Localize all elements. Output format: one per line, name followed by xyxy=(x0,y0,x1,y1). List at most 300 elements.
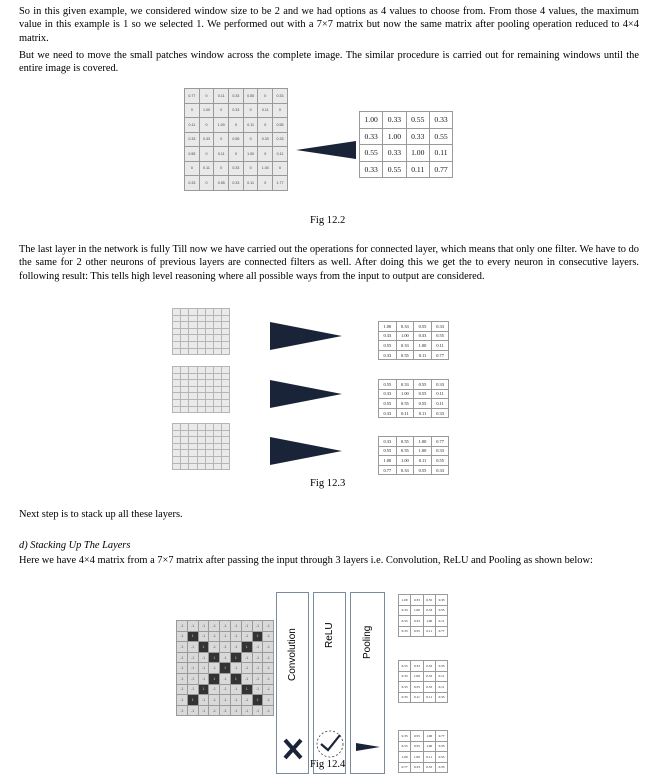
thumbnail-cell xyxy=(189,386,197,393)
fig-12-4-input-cell: -1 xyxy=(230,642,241,653)
fig-12-4-input-cell: 1 xyxy=(241,642,252,653)
fig-12-2-caption: Fig 12.2 xyxy=(310,215,346,226)
fig-12-2-input-cell: 0.55 xyxy=(185,147,200,162)
fig-12-4-output-cell: 0.33 xyxy=(399,692,411,703)
fig-12-4-input-cell: -1 xyxy=(177,642,188,653)
thumbnail-cell xyxy=(213,430,221,437)
thumbnail-cell xyxy=(189,456,197,463)
fig-12-2-output-cell: 0.33 xyxy=(360,161,383,178)
thumbnail-cell xyxy=(173,380,181,387)
thumbnail-cell xyxy=(213,348,221,355)
fig-12-2-input-row xyxy=(185,147,288,162)
fig-12-4-output-cell: 0.33 xyxy=(411,616,423,627)
fig-12-4-input-cell: 1 xyxy=(198,684,209,695)
fig-12-4-output-row xyxy=(399,762,448,773)
fig-12-2-input-cell: 0 xyxy=(185,161,200,176)
fig-12-4-input-cell: -1 xyxy=(198,652,209,663)
fig-12-4-output-cell: 0.33 xyxy=(399,671,411,682)
thumbnail-cell xyxy=(197,373,205,380)
fig-12-2-input-cell: 0 xyxy=(273,103,288,118)
thumbnail-cell xyxy=(222,430,230,437)
fig-12-2-input-cell: 0.33 xyxy=(229,161,244,176)
thumbnail-cell xyxy=(205,373,213,380)
thumbnail-cell xyxy=(173,348,181,355)
fig-12-2-output-cell: 0.77 xyxy=(429,161,452,178)
thumbnail-cell xyxy=(181,386,189,393)
thumbnail-cell xyxy=(173,309,181,316)
thumbnail-cell xyxy=(213,386,221,393)
fig-12-2-output-cell: 0.33 xyxy=(429,112,452,129)
fig-12-4-input-cell: -1 xyxy=(209,663,220,674)
fig-12-4-input-cell: 1 xyxy=(198,642,209,653)
fig-12-4-input-cell: -1 xyxy=(252,673,263,684)
fig-12-2-input-row xyxy=(185,132,288,147)
thumbnail-cell xyxy=(213,380,221,387)
fig-12-2-input-cell: 0 xyxy=(185,103,200,118)
fig-12-4-input-cell: -1 xyxy=(177,673,188,684)
fig-12-4-input-cell: 1 xyxy=(252,631,263,642)
fig-12-2-input-cell: 0.33 xyxy=(199,132,214,147)
fig-12-2-input-cell: 0.33 xyxy=(185,176,200,191)
thumbnail-cell xyxy=(213,443,221,450)
fig-12-4-input-cell: -1 xyxy=(177,663,188,674)
fig-12-2-input-cell: 1.00 xyxy=(258,161,273,176)
fig-12-3-output-cell: 1.00 xyxy=(414,437,432,447)
fig-12-3-output-cell: 0.77 xyxy=(431,350,449,360)
fig-12-4-input-cell: -1 xyxy=(198,631,209,642)
thumbnail-cell xyxy=(173,456,181,463)
fig-12-4-input-cell: -1 xyxy=(263,631,274,642)
fig-12-3-output-row xyxy=(379,399,449,409)
fig-12-3-output-row xyxy=(379,331,449,341)
thumbnail-cell xyxy=(222,393,230,400)
fig-12-2-input-cell: 0.33 xyxy=(273,89,288,104)
fig-12-2-input-row xyxy=(185,161,288,176)
fig-12-4-input-cell: -1 xyxy=(220,631,231,642)
fig-12-3-output-cell: 1.00 xyxy=(396,331,414,341)
thumbnail-cell xyxy=(173,386,181,393)
fig-12-4-input-row xyxy=(177,663,274,674)
fig-12-3-output-row xyxy=(379,350,449,360)
thumbnail-cell xyxy=(181,393,189,400)
thumbnail-cell xyxy=(205,430,213,437)
fig-12-4-input-row xyxy=(177,695,274,706)
thumbnail-cell xyxy=(189,367,197,374)
fig-12-3-arrow-icon xyxy=(270,377,342,411)
thumbnail-cell xyxy=(213,328,221,335)
fig-12-4-output-cell: 0.77 xyxy=(399,762,411,773)
fig-12-4-output-row xyxy=(399,741,448,752)
fig-12-3-output-cell: 0.77 xyxy=(379,465,397,475)
fig-12-2-input-row xyxy=(185,176,288,191)
fig-12-2-output-cell: 0.55 xyxy=(383,161,406,178)
thumbnail-cell xyxy=(181,437,189,444)
thumbnail-cell xyxy=(197,309,205,316)
fig-12-3-output-cell: 0.55 xyxy=(414,399,432,409)
thumbnail-cell xyxy=(222,348,230,355)
thumbnail-cell xyxy=(222,309,230,316)
fig-12-4-input-cell: -1 xyxy=(263,673,274,684)
thumbnail-cell xyxy=(197,348,205,355)
fig-12-4-input-cell: -1 xyxy=(220,621,231,632)
fig-12-4-output-matrix xyxy=(398,730,448,773)
thumbnail-cell xyxy=(222,373,230,380)
fig-12-4-input-cell: -1 xyxy=(198,663,209,674)
thumbnail-cell xyxy=(173,367,181,374)
fig-12-4-output-cell: 1.00 xyxy=(411,752,423,763)
fig-12-3-output-cell: 0.33 xyxy=(396,465,414,475)
fig-12-4-input-cell: 1 xyxy=(252,695,263,706)
thumbnail-cell xyxy=(205,443,213,450)
thumbnail-cell xyxy=(205,367,213,374)
thumbnail-cell xyxy=(205,456,213,463)
thumbnail-cell xyxy=(213,315,221,322)
fig-12-4-output-cell: 0.11 xyxy=(423,692,435,703)
thumbnail-cell xyxy=(173,424,181,431)
fig-12-2-input-cell: 0.33 xyxy=(229,89,244,104)
thumbnail-cell xyxy=(197,399,205,406)
fig-12-4-output-row xyxy=(399,661,448,672)
fig-12-3-input-thumbnail xyxy=(172,366,230,413)
fig-12-2-input-cell: 0.33 xyxy=(273,132,288,147)
thumbnail-cell xyxy=(205,386,213,393)
fig-12-4-output-cell: 0.55 xyxy=(423,762,435,773)
fig-12-4-input-row xyxy=(177,631,274,642)
thumbnail-cell xyxy=(189,399,197,406)
thumbnail-cell xyxy=(213,399,221,406)
fig-12-2-input-cell: 0.33 xyxy=(258,132,273,147)
fig-12-2-output-cell: 1.00 xyxy=(360,112,383,129)
thumbnail-cell xyxy=(205,424,213,431)
thumbnail-cell xyxy=(205,393,213,400)
fig-12-3-input-thumbnail xyxy=(172,423,230,470)
fig-12-4-input-cell: 1 xyxy=(220,663,231,674)
fig-12-4-input-row xyxy=(177,684,274,695)
fig-12-4-output-cell: 0.55 xyxy=(423,671,435,682)
fig-12-4-output-cell: 1.00 xyxy=(411,671,423,682)
thumbnail-cell xyxy=(205,450,213,457)
fig-12-2-input-cell: 0 xyxy=(214,161,229,176)
thumbnail-cell xyxy=(222,443,230,450)
fig-12-2-input-row xyxy=(185,118,288,133)
fig-12-4-input-row xyxy=(177,673,274,684)
fig-12-2-output-matrix xyxy=(359,111,453,178)
fig-12-2-input-cell: 0.33 xyxy=(229,103,244,118)
fig-12-4-input-cell: 1 xyxy=(209,673,220,684)
fig-12-3-output-row xyxy=(379,446,449,456)
thumbnail-cell xyxy=(205,335,213,342)
fig-12-4-output-cell: 0.33 xyxy=(399,605,411,616)
fig-12-4-output-cell: 0.55 xyxy=(399,741,411,752)
fig-12-2-input-cell: 0.11 xyxy=(273,147,288,162)
fig-12-3-output-cell: 0.55 xyxy=(414,465,432,475)
fig-12-3-output-cell: 0.33 xyxy=(379,331,397,341)
thumbnail-cell xyxy=(205,309,213,316)
fig-12-4-output-cell: 0.55 xyxy=(435,752,447,763)
fig-12-4-input-cell: -1 xyxy=(209,631,220,642)
thumbnail-cell xyxy=(181,309,189,316)
thumbnail-cell xyxy=(189,430,197,437)
fig-12-3-output-cell: 0.33 xyxy=(431,408,449,418)
fig-12-4-input-cell: -1 xyxy=(241,652,252,663)
thumbnail-cell xyxy=(205,315,213,322)
fig-12-2-input-cell: 0 xyxy=(273,161,288,176)
thumbnail-cell xyxy=(205,437,213,444)
fig-12-4-output-cell: 0.11 xyxy=(411,692,423,703)
fig-12-2-input-cell: 0 xyxy=(199,89,214,104)
thumbnail-cell xyxy=(181,341,189,348)
thumbnail-cell xyxy=(173,335,181,342)
fig-12-3-caption: Fig 12.3 xyxy=(310,478,346,489)
fig-12-4-output-row xyxy=(399,671,448,682)
fig-12-3-output-cell: 0.11 xyxy=(431,399,449,409)
fig-12-3-output-cell: 0.11 xyxy=(431,389,449,399)
thumbnail-cell xyxy=(173,328,181,335)
thumbnail-cell xyxy=(189,463,197,470)
fig-12-4-output-cell: 0.33 xyxy=(399,626,411,637)
thumbnail-cell xyxy=(205,348,213,355)
fig-12-3-output-cell: 0.55 xyxy=(379,399,397,409)
thumbnail-cell xyxy=(197,424,205,431)
fig-12-2-input-cell: 0 xyxy=(229,147,244,162)
fig-12-2-input-matrix xyxy=(184,88,288,191)
fig-12-2-input-cell: 0.11 xyxy=(214,147,229,162)
fig-12-4-output-row xyxy=(399,731,448,742)
thumbnail-cell xyxy=(173,373,181,380)
thumbnail-cell xyxy=(181,443,189,450)
fig-12-3-output-cell: 0.33 xyxy=(396,341,414,351)
thumbnail-cell xyxy=(197,315,205,322)
fig-12-3-output-matrix xyxy=(378,321,449,360)
fig-12-4-output-cell: 1.00 xyxy=(411,605,423,616)
thumbnail-cell xyxy=(181,322,189,329)
fig-12-3-output-cell: 0.33 xyxy=(431,465,449,475)
fig-12-4-output-row xyxy=(399,605,448,616)
fig-12-4-output-cell: 0.11 xyxy=(423,626,435,637)
fig-12-2-input-cell: 0 xyxy=(243,161,258,176)
thumbnail-cell xyxy=(222,456,230,463)
fig-12-3-output-row xyxy=(379,408,449,418)
thumbnail-cell xyxy=(173,341,181,348)
fig-12-4-input-cell: -1 xyxy=(220,705,231,716)
fig-12-3-output-cell: 0.33 xyxy=(431,380,449,390)
thumbnail-cell xyxy=(189,309,197,316)
convolution-label: Convolution xyxy=(287,628,298,681)
fig-12-4-input-cell: 1 xyxy=(187,695,198,706)
fig-12-4-output-row xyxy=(399,626,448,637)
thumbnail-cell xyxy=(197,341,205,348)
fig-12-4-output-cell: 0.33 xyxy=(411,762,423,773)
fig-12-3-output-cell: 0.33 xyxy=(414,331,432,341)
thumbnail-cell xyxy=(197,456,205,463)
fig-12-3-output-cell: 0.33 xyxy=(379,350,397,360)
fig-12-2-input-cell: 0 xyxy=(214,132,229,147)
fig-12-4-caption: Fig 12.4 xyxy=(310,759,346,770)
fig-12-4-input-cell: -1 xyxy=(230,695,241,706)
fig-12-3-output-cell: 0.33 xyxy=(396,322,414,332)
fig-12-4-input-cell: -1 xyxy=(187,652,198,663)
fig-12-4-output-cell: 1.00 xyxy=(423,616,435,627)
fig-12-4-input-cell: -1 xyxy=(177,652,188,663)
thumbnail-cell xyxy=(213,309,221,316)
paragraph-2: But we need to move the small patches window across the complete image. The similar procedure is carried out for remaining windows until the entire image is covered. xyxy=(19,50,639,75)
fig-12-2-output-cell: 0.55 xyxy=(429,128,452,145)
fig-12-2-output-row xyxy=(360,112,453,129)
thumbnail-cell xyxy=(181,315,189,322)
fig-12-4-input-cell: -1 xyxy=(209,684,220,695)
fig-12-4-input-cell: -1 xyxy=(209,642,220,653)
fig-12-4-input-cell: -1 xyxy=(230,631,241,642)
fig-12-2-output-cell: 0.11 xyxy=(429,145,452,162)
fig-12-3-output-cell: 1.00 xyxy=(396,389,414,399)
thumbnail-cell xyxy=(181,373,189,380)
fig-12-4-output-cell: 0.11 xyxy=(435,671,447,682)
fig-12-4-output-matrix xyxy=(398,660,448,703)
fig-12-3-output-row xyxy=(379,322,449,332)
thumbnail-cell xyxy=(181,430,189,437)
fig-12-4-input-cell: -1 xyxy=(241,673,252,684)
thumbnail-cell xyxy=(189,424,197,431)
fig-12-4-input-row xyxy=(177,652,274,663)
fig-12-4-input-cell: -1 xyxy=(241,631,252,642)
fig-12-4-input-cell: -1 xyxy=(187,621,198,632)
fig-12-3-output-matrix xyxy=(378,379,449,418)
thumbnail-cell xyxy=(213,367,221,374)
fig-12-4-output-cell: 0.55 xyxy=(435,605,447,616)
fig-12-4-input-cell: -1 xyxy=(177,705,188,716)
pooling-panel xyxy=(350,592,385,774)
fig-12-2-input-cell: 0.55 xyxy=(273,118,288,133)
thumbnail-cell xyxy=(197,450,205,457)
fig-12-3-output-cell: 0.55 xyxy=(379,446,397,456)
fig-12-4-input-cell: -1 xyxy=(209,621,220,632)
fig-12-4-input-cell: 1 xyxy=(230,652,241,663)
fig-12-2-input-row xyxy=(185,89,288,104)
thumbnail-cell xyxy=(173,393,181,400)
thumbnail-cell xyxy=(173,430,181,437)
relu-curve-icon xyxy=(315,727,345,761)
fig-12-3-output-cell: 0.33 xyxy=(431,446,449,456)
thumbnail-cell xyxy=(213,335,221,342)
fig-12-4-output-cell: 0.33 xyxy=(411,595,423,606)
fig-12-2-input-cell: 0.33 xyxy=(185,132,200,147)
fig-12-4-input-cell: -1 xyxy=(187,673,198,684)
fig-12-2-input-row xyxy=(185,103,288,118)
fig-12-4-input-row xyxy=(177,642,274,653)
fig-12-3-output-row xyxy=(379,456,449,466)
fig-12-4-input-row xyxy=(177,621,274,632)
fig-12-3-input-thumbnail xyxy=(172,308,230,355)
fig-12-2-input-cell: 0 xyxy=(258,147,273,162)
thumbnail-cell xyxy=(181,406,189,413)
thumbnail-cell xyxy=(197,335,205,342)
fig-12-4-output-cell: 0.33 xyxy=(435,741,447,752)
fig-12-2-input-cell: 0 xyxy=(199,176,214,191)
fig-12-2-input-cell: 0 xyxy=(258,89,273,104)
fig-12-3-output-row xyxy=(379,341,449,351)
fig-12-4-output-cell: 0.11 xyxy=(435,682,447,693)
thumbnail-cell xyxy=(181,456,189,463)
thumbnail-cell xyxy=(213,456,221,463)
fig-12-4-input-cell: -1 xyxy=(252,621,263,632)
fig-12-4-input-cell: -1 xyxy=(220,673,231,684)
thumbnail-cell xyxy=(181,335,189,342)
fig-12-3-output-cell: 0.11 xyxy=(414,408,432,418)
fig-12-2-output-cell: 1.00 xyxy=(383,128,406,145)
thumbnail-cell xyxy=(213,450,221,457)
fig-12-3-output-cell: 0.55 xyxy=(379,380,397,390)
fig-12-4-input-cell: -1 xyxy=(241,695,252,706)
fig-12-4-output-cell: 0.77 xyxy=(435,731,447,742)
thumbnail-cell xyxy=(213,406,221,413)
thumbnail-cell xyxy=(173,463,181,470)
thumbnail-cell xyxy=(222,399,230,406)
fig-12-4-input-cell: 1 xyxy=(187,631,198,642)
fig-12-2-input-cell: 0 xyxy=(199,147,214,162)
fig-12-2-input-cell: 0.55 xyxy=(243,89,258,104)
fig-12-3-output-cell: 0.55 xyxy=(414,389,432,399)
thumbnail-cell xyxy=(173,315,181,322)
fig-12-3-arrow-icon xyxy=(270,319,342,353)
fig-12-3-output-cell: 0.55 xyxy=(379,341,397,351)
fig-12-3-output-cell: 0.77 xyxy=(431,437,449,447)
fig-12-3-output-cell: 0.33 xyxy=(431,322,449,332)
fig-12-3-output-cell: 0.55 xyxy=(396,399,414,409)
fig-12-4-output-cell: 1.00 xyxy=(423,741,435,752)
fig-12-3-output-cell: 0.55 xyxy=(396,446,414,456)
fig-12-4-output-cell: 0.33 xyxy=(435,661,447,672)
fig-12-2-output-cell: 1.00 xyxy=(406,145,429,162)
thumbnail-cell xyxy=(222,437,230,444)
fig-12-4-output-cell: 0.33 xyxy=(435,762,447,773)
fig-12-2-output-row xyxy=(360,145,453,162)
thumbnail-cell xyxy=(197,437,205,444)
thumbnail-cell xyxy=(197,386,205,393)
thumbnail-cell xyxy=(181,328,189,335)
fig-12-2-output-cell: 0.33 xyxy=(383,145,406,162)
thumbnail-cell xyxy=(205,322,213,329)
thumbnail-cell xyxy=(197,463,205,470)
thumbnail-cell xyxy=(181,348,189,355)
thumbnail-cell xyxy=(222,463,230,470)
thumbnail-cell xyxy=(205,399,213,406)
fig-12-2-input-cell: 1.00 xyxy=(243,147,258,162)
relu-panel xyxy=(313,592,346,774)
fig-12-4-input-cell: -1 xyxy=(187,705,198,716)
fig-12-4-output-cell: 1.00 xyxy=(423,731,435,742)
fig-12-4-output-cell: 0.55 xyxy=(411,731,423,742)
fig-12-3-output-cell: 1.00 xyxy=(379,456,397,466)
fig-12-4-input-cell: -1 xyxy=(263,621,274,632)
fig-12-4-input-cell: -1 xyxy=(263,695,274,706)
fig-12-4-input-cell: -1 xyxy=(198,621,209,632)
thumbnail-cell xyxy=(205,341,213,348)
fig-12-3-output-cell: 0.11 xyxy=(414,456,432,466)
thumbnail-cell xyxy=(213,463,221,470)
fig-12-4-output-cell: 0.55 xyxy=(423,595,435,606)
fig-12-2-output-cell: 0.33 xyxy=(406,128,429,145)
fig-12-3-output-cell: 0.33 xyxy=(379,408,397,418)
thumbnail-cell xyxy=(222,406,230,413)
thumbnail-cell xyxy=(222,386,230,393)
fig-12-3-arrow-icon xyxy=(270,434,342,468)
fig-12-4-input-cell: -1 xyxy=(187,684,198,695)
thumbnail-cell xyxy=(173,437,181,444)
fig-12-3-output-cell: 0.55 xyxy=(414,380,432,390)
fig-12-2-input-cell: 0 xyxy=(258,176,273,191)
fig-12-3-output-cell: 1.00 xyxy=(396,456,414,466)
fig-12-4-output-row xyxy=(399,692,448,703)
